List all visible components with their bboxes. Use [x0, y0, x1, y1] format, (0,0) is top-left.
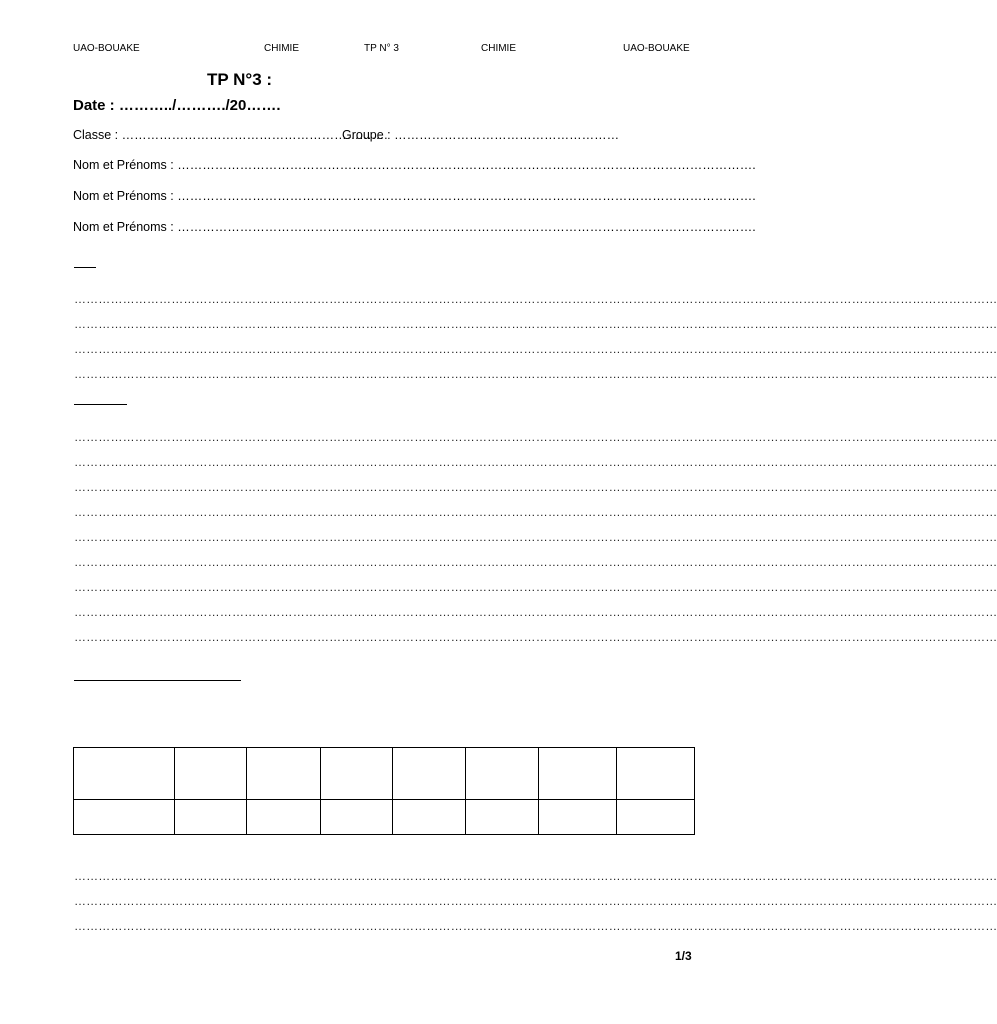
table-cell[interactable]	[539, 748, 617, 800]
table-cell[interactable]	[393, 800, 466, 835]
table-cell[interactable]	[74, 748, 175, 800]
table-cell[interactable]	[174, 748, 246, 800]
section-2-heading-line	[74, 404, 127, 405]
table-row	[74, 800, 695, 835]
name-field-3: Nom et Prénoms : ………………………………………………………………………………………………………………………….	[73, 220, 756, 234]
name-field-2: Nom et Prénoms : ………………………………………………………………………………………………………………………….	[73, 189, 756, 203]
dotted-answer-line: …………………………………………………………………………………………………………………………………………………………………………………………………………	[74, 869, 997, 883]
section-3-heading-line	[74, 680, 241, 681]
dotted-answer-line: …………………………………………………………………………………………………………………………………………………………………………………………………………	[74, 455, 997, 469]
table-cell[interactable]	[539, 800, 617, 835]
table-cell[interactable]	[174, 800, 246, 835]
header-subject-right: CHIMIE	[481, 43, 516, 54]
dotted-answer-line: …………………………………………………………………………………………………………………………………………………………………………………………………………	[74, 430, 997, 444]
table-cell[interactable]	[320, 800, 393, 835]
date-line: Date : ………../………./20…….	[73, 97, 281, 114]
dotted-answer-line: …………………………………………………………………………………………………………………………………………………………………………………………………………	[74, 555, 997, 569]
header-tp-number: TP N° 3	[364, 43, 399, 54]
table-cell[interactable]	[466, 800, 539, 835]
classe-field: Classe : ……………………………………………………….	[73, 128, 388, 142]
dotted-answer-line: …………………………………………………………………………………………………………………………………………………………………………………………………………	[74, 919, 997, 933]
table-cell[interactable]	[617, 748, 695, 800]
table-cell[interactable]	[466, 748, 539, 800]
results-table	[73, 747, 695, 835]
table-cell[interactable]	[617, 800, 695, 835]
header-school-left: UAO-BOUAKE	[73, 43, 140, 54]
table-cell[interactable]	[74, 800, 175, 835]
header-subject-left: CHIMIE	[264, 43, 299, 54]
dotted-answer-line: …………………………………………………………………………………………………………………………………………………………………………………………………………	[74, 367, 997, 381]
table-cell[interactable]	[393, 748, 466, 800]
name-field-1: Nom et Prénoms : ………………………………………………………………………………………………………………………….	[73, 158, 756, 172]
dotted-answer-line: …………………………………………………………………………………………………………………………………………………………………………………………………………	[74, 580, 997, 594]
dotted-answer-line: …………………………………………………………………………………………………………………………………………………………………………………………………………	[74, 894, 997, 908]
groupe-field: Groupe : ………………………………………………	[342, 128, 620, 142]
dotted-answer-line: …………………………………………………………………………………………………………………………………………………………………………………………………………	[74, 342, 997, 356]
table-cell[interactable]	[246, 800, 320, 835]
dotted-answer-line: …………………………………………………………………………………………………………………………………………………………………………………………………………	[74, 605, 997, 619]
dotted-answer-line: …………………………………………………………………………………………………………………………………………………………………………………………………………	[74, 480, 997, 494]
dotted-answer-line: …………………………………………………………………………………………………………………………………………………………………………………………………………	[74, 292, 997, 306]
section-1-heading-line	[74, 267, 96, 268]
dotted-answer-line: …………………………………………………………………………………………………………………………………………………………………………………………………………	[74, 317, 997, 331]
dotted-answer-line: …………………………………………………………………………………………………………………………………………………………………………………………………………	[74, 505, 997, 519]
table-cell[interactable]	[246, 748, 320, 800]
table-cell[interactable]	[320, 748, 393, 800]
page-number: 1/3	[675, 949, 692, 963]
dotted-answer-line: …………………………………………………………………………………………………………………………………………………………………………………………………………	[74, 630, 997, 644]
table-row	[74, 748, 695, 800]
page-title: TP N°3 :	[207, 70, 273, 89]
header-school-right: UAO-BOUAKE	[623, 43, 690, 54]
dotted-answer-line: …………………………………………………………………………………………………………………………………………………………………………………………………………	[74, 530, 997, 544]
